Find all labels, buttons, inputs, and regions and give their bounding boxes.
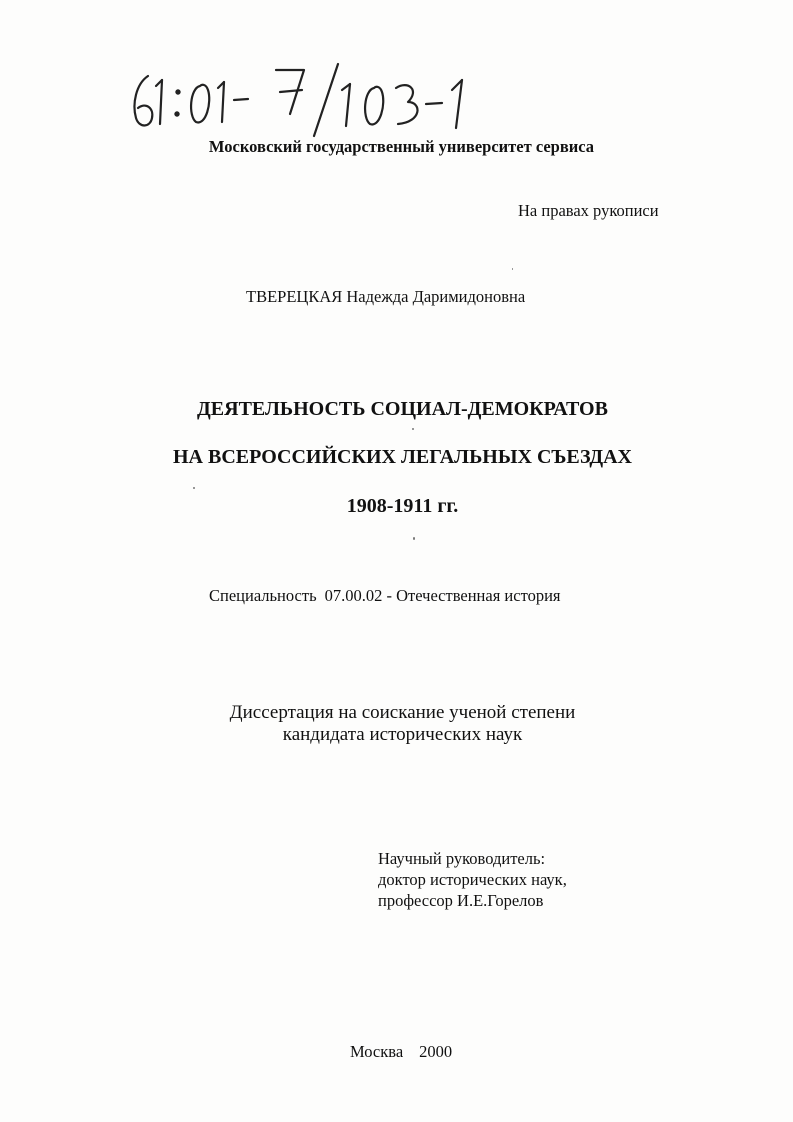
degree-statement-line-1: Диссертация на соискание ученой степени	[229, 702, 576, 723]
advisor-degree: доктор исторических наук,	[378, 870, 567, 889]
dissertation-title-line-1: ДЕЯТЕЛЬНОСТЬ СОЦИАЛ-ДЕМОКРАТОВ	[197, 398, 608, 420]
scan-speck	[413, 537, 415, 540]
university-name: Московский государственный университет сервиса	[208, 137, 595, 156]
author-name: ТВЕРЕЦКАЯ Надежда Даримидоновна	[246, 287, 526, 306]
degree-statement-line-2: кандидата исторических наук	[282, 724, 523, 745]
specialty-name: - Отечественная история	[386, 586, 561, 605]
scan-speck	[412, 428, 414, 430]
advisor-label: Научный руководитель:	[378, 849, 546, 868]
rights-note: На правах рукописи	[518, 201, 659, 220]
scientific-advisor	[378, 848, 567, 911]
dissertation-title-line-2: НА ВСЕРОССИЙСКИХ ЛЕГАЛЬНЫХ СЪЕЗДАХ	[172, 446, 632, 468]
dissertation-title-years: 1908-1911 гг.	[346, 495, 459, 517]
year: 2000	[419, 1042, 453, 1061]
handwritten-catalog-number-drawing	[126, 62, 486, 142]
city: Москва	[350, 1042, 404, 1061]
place-and-year	[350, 1042, 452, 1062]
specialty-label: Специальность	[209, 586, 317, 605]
scan-speck	[512, 268, 513, 270]
specialty	[209, 586, 561, 606]
handwritten-catalog-number	[126, 62, 486, 142]
specialty-code: 07.00.02	[324, 586, 383, 605]
scan-speck	[193, 487, 195, 489]
advisor-name: профессор И.Е.Горелов	[378, 891, 544, 910]
